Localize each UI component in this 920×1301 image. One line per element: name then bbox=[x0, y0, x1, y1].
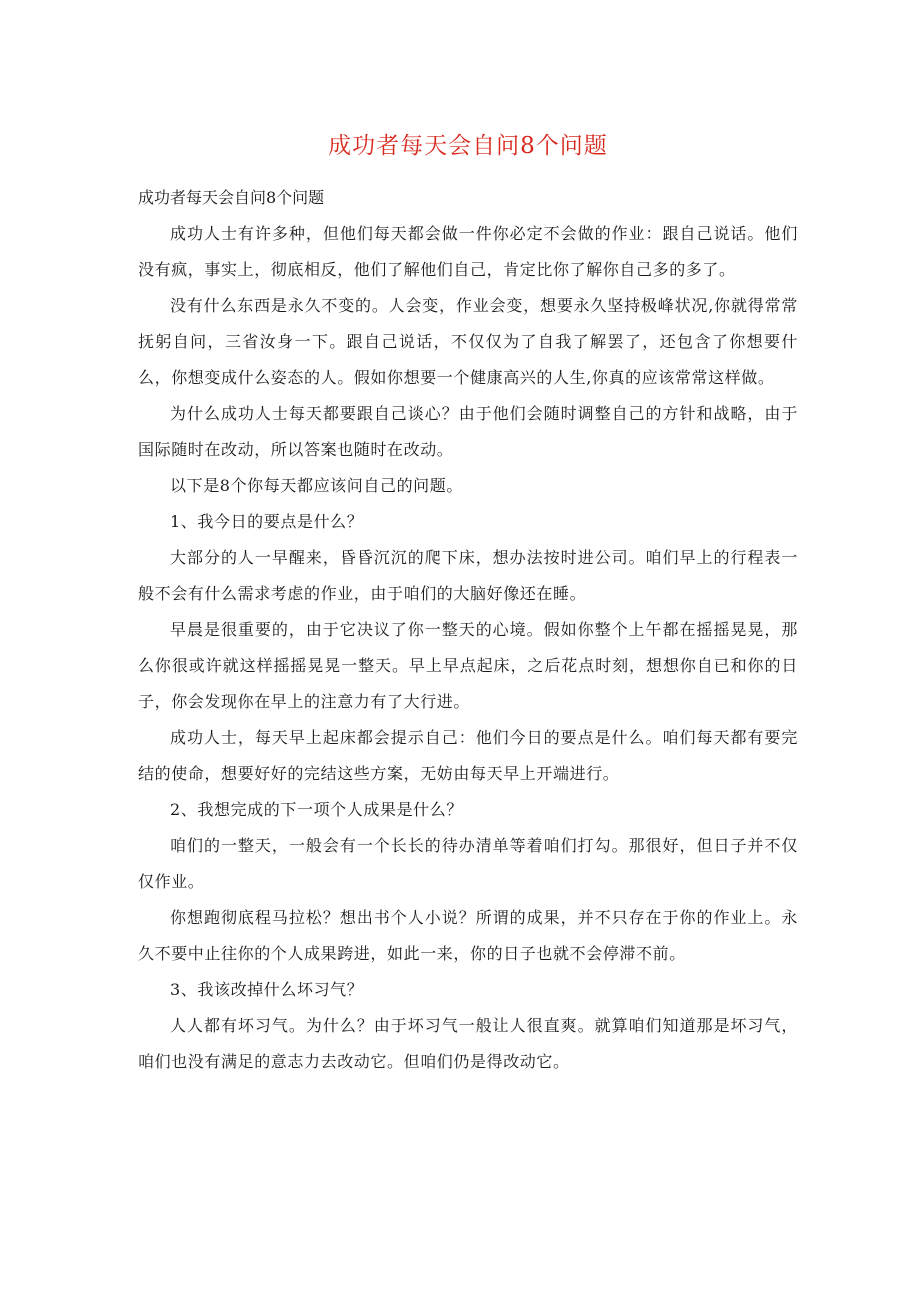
document-title: 成功者每天会自问8个问题 bbox=[328, 133, 608, 159]
question-1-paragraph-2: 早晨是很重要的，由于它决议了你一整天的心境。假如你整个上午都在摇摇晃晃，那么你很或许就这样摇摇晃晃一整天。早上早点起床，之后花点时刻，想想你自已和你的日子，你会发现你在早上的注意力有了大行进。 bbox=[138, 620, 798, 711]
document-subtitle: 成功者每天会自问8个问题 bbox=[138, 188, 325, 207]
question-2-heading: 2、我想完成的下一项个人成果是什么？ bbox=[170, 800, 463, 819]
question-3-heading: 3、我该改掉什么坏习气？ bbox=[170, 980, 364, 999]
intro-paragraph-1: 成功人士有许多种，但他们每天都会做一件你必定不会做的作业：跟自己说话。他们没有疯，事实上，彻底相反，他们了解他们自己，肯定比你了解你自己多的多了。 bbox=[138, 224, 798, 279]
question-2-paragraph-2: 你想跑彻底程马拉松？想出书个人小说？所谓的成果，并不只存在于你的作业上。永久不要中止往你的个人成果跨进，如此一来，你的日子也就不会停滞不前。 bbox=[138, 908, 798, 963]
question-1-heading: 1、我今日的要点是什么？ bbox=[170, 512, 364, 531]
document-page bbox=[138, 130, 798, 1080]
question-1-paragraph-3: 成功人士，每天早上起床都会提示自己：他们今日的要点是什么。咱们每天都有要完结的使命，想要好好的完结这些方案，无妨由每天早上开端进行。 bbox=[138, 728, 798, 783]
intro-paragraph-3: 为什么成功人士每天都要跟自己谈心？由于他们会随时调整自己的方针和战略，由于国际随时在改动，所以答案也随时在改动。 bbox=[138, 404, 798, 459]
question-1-paragraph-1: 大部分的人一早醒来，昏昏沉沉的爬下床，想办法按时进公司。咱们早上的行程表一般不会有什么需求考虑的作业，由于咱们的大脑好像还在睡。 bbox=[138, 548, 798, 603]
question-3-paragraph-1: 人人都有坏习气。为什么？由于坏习气一般让人很直爽。就算咱们知道那是坏习气，咱们也没有满足的意志力去改动它。但咱们仍是得改动它。 bbox=[138, 1016, 798, 1071]
intro-paragraph-2: 没有什么东西是永久不变的。人会变，作业会变，想要永久坚持极峰状况,你就得常常抚躬自问，三省汝身一下。跟自己说话，不仅仅为了自我了解罢了，还包含了你想要什么，你想变成什么姿态的人。假如你想要一个健康高兴的人生,你真的应该常常这样做。 bbox=[138, 296, 798, 387]
intro-paragraph-4: 以下是8个你每天都应该问自己的问题。 bbox=[170, 476, 463, 495]
question-2-paragraph-1: 咱们的一整天，一般会有一个长长的待办清单等着咱们打勾。那很好，但日子并不仅仅作业。 bbox=[138, 836, 798, 891]
